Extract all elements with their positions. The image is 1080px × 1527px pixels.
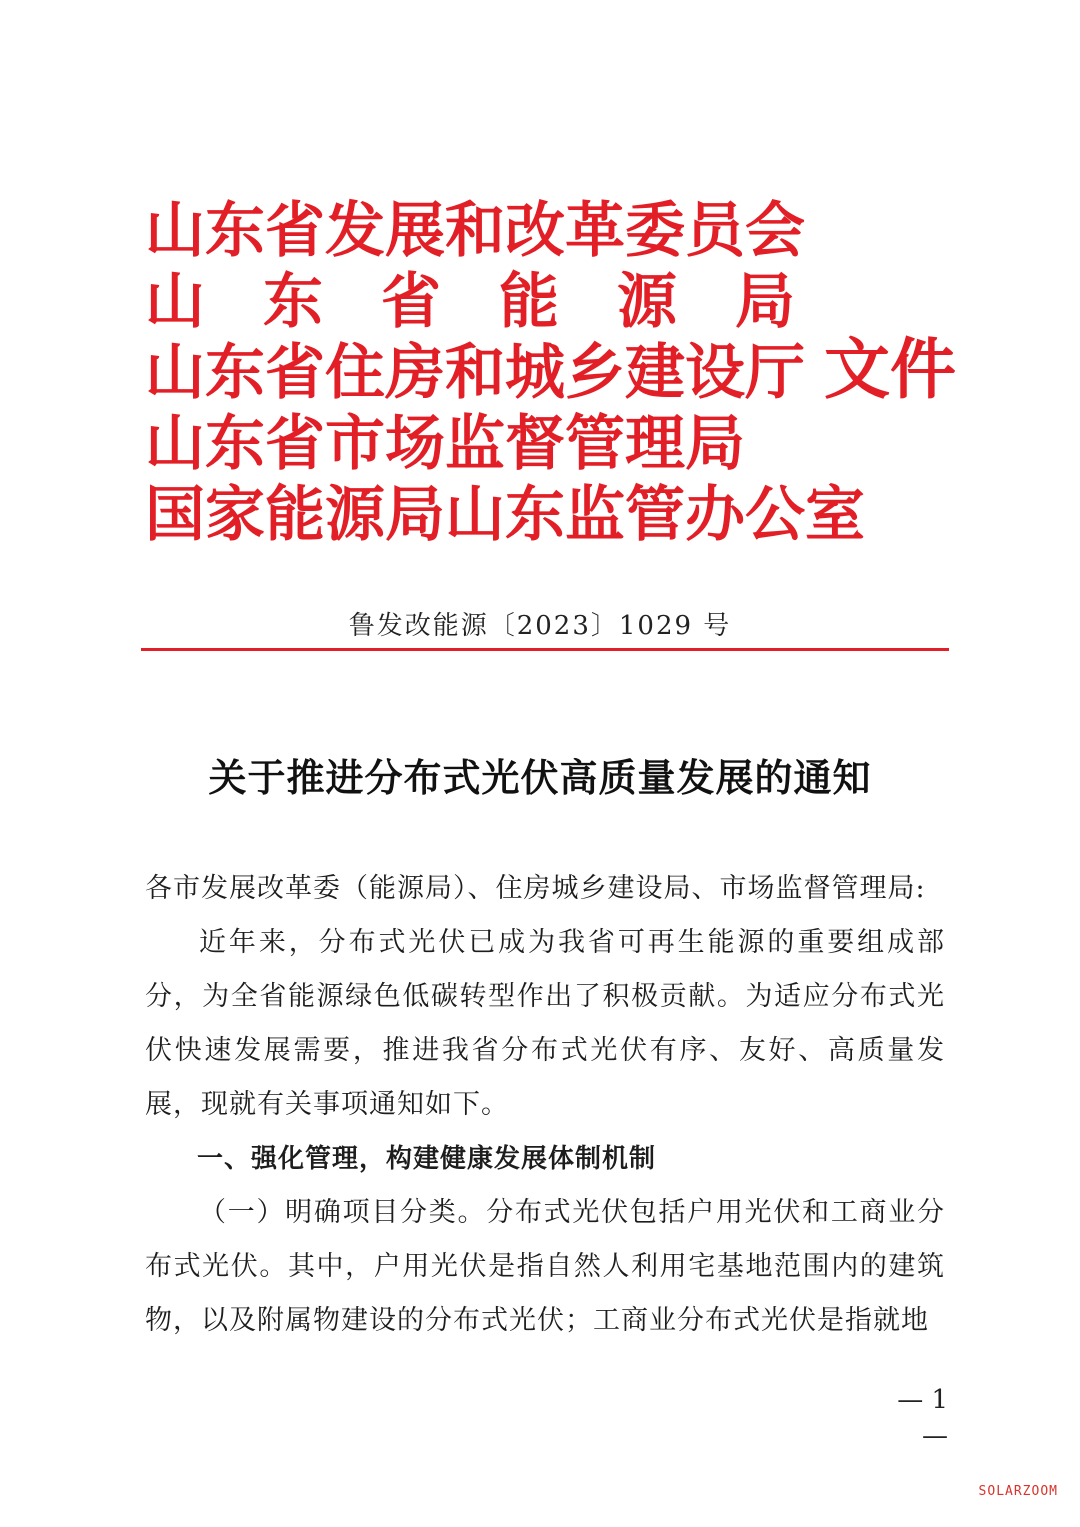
red-divider	[141, 648, 949, 651]
salutation: 各市发展改革委（能源局）、住房城乡建设局、市场监督管理局:	[145, 873, 926, 904]
authority-char: 山	[145, 267, 205, 337]
watermark: SOLARZOOM	[978, 1484, 1058, 1499]
authority-nea-shandong-office: 国家能源局山东监管办公室	[145, 480, 865, 550]
authority-char: 局	[735, 267, 795, 337]
document-body	[145, 862, 945, 1348]
authority-char: 省	[381, 267, 441, 337]
authority-char: 源	[617, 267, 677, 337]
authority-energy-bureau	[145, 267, 795, 338]
page-number: — 1 —	[897, 1385, 948, 1451]
authority-char: 能	[499, 267, 559, 337]
section-heading: 一、强化管理，构建健康发展体制机制	[197, 1144, 657, 1174]
authority-char: 东	[263, 267, 323, 337]
document-suffix: 文件	[824, 331, 956, 408]
section-item-paragraph: （一）明确项目分类。分布式光伏包括户用光伏和工商业分布式光伏。其中，户用光伏是指自然人利用宅基地范围内的建筑物，以及附属物建设的分布式光伏；工商业分布式光伏是指就地	[145, 1197, 945, 1336]
authority-ndrc: 山东省发展和改革委员会	[145, 196, 805, 266]
document-number: 鲁发改能源〔2023〕1029 号	[348, 611, 732, 641]
document-title: 关于推进分布式光伏高质量发展的通知	[208, 756, 872, 800]
authority-market-regulation: 山东省市场监督管理局	[145, 409, 745, 479]
authority-housing-dept: 山东省住房和城乡建设厅	[145, 338, 805, 408]
issuing-authorities	[145, 196, 865, 551]
intro-paragraph: 近年来，分布式光伏已成为我省可再生能源的重要组成部分，为全省能源绿色低碳转型作出了积极贡献。为适应分布式光伏快速发展需要，推进我省分布式光伏有序、友好、高质量发展，现就有关事项通知如下。	[145, 927, 945, 1120]
